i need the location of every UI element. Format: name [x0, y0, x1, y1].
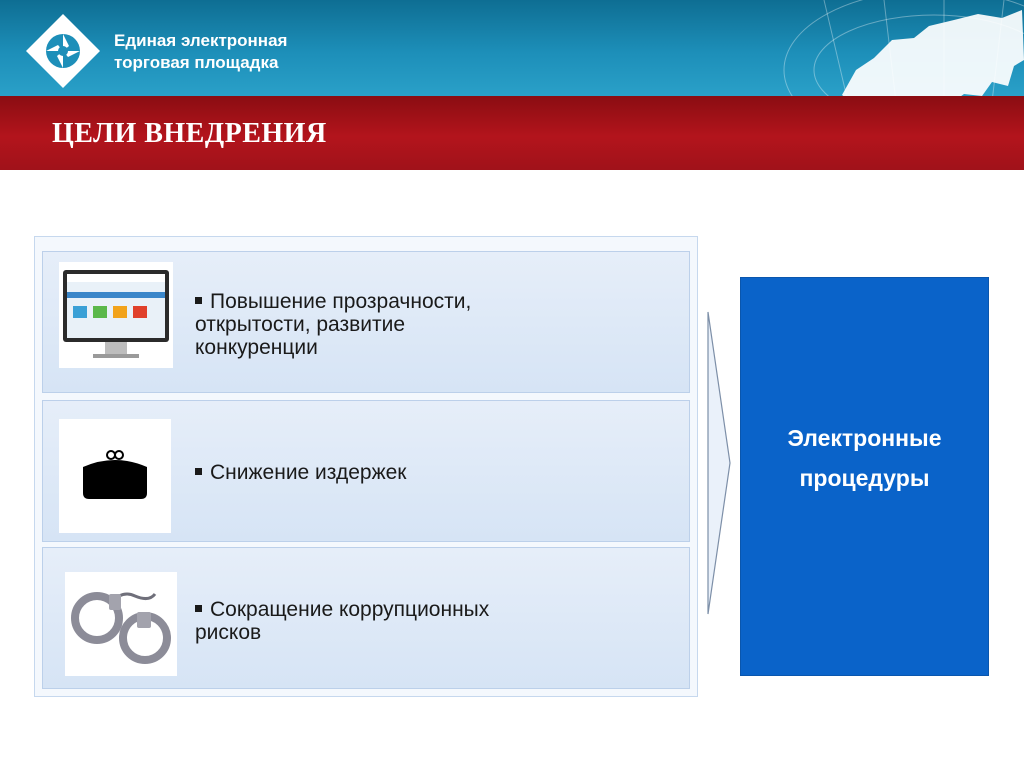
brand-line-1: Единая электронная [114, 31, 288, 50]
goal-line: Снижение издержек [210, 461, 407, 484]
russia-map-icon [764, 0, 1024, 96]
goal-line: Сокращение коррупционных [210, 598, 490, 621]
target-line-1: Электронные [787, 425, 942, 451]
page-title: ЦЕЛИ ВНЕДРЕНИЯ [52, 118, 327, 149]
bullet-icon [195, 297, 202, 304]
header-banner [0, 0, 1024, 96]
bullet-icon [195, 468, 202, 475]
goal-item-transparency [42, 251, 690, 393]
goal-text [195, 598, 489, 644]
bullet-icon [195, 605, 202, 612]
target-text [741, 418, 988, 498]
goal-line: открытости, развитие [195, 313, 406, 336]
target-line-2: процедуры [799, 465, 930, 491]
etp-logo-icon [24, 12, 102, 90]
goal-line: Повышение прозрачности, [210, 290, 472, 313]
goal-item-corruption [42, 547, 690, 689]
target-box [741, 278, 988, 675]
goal-item-costs [42, 400, 690, 542]
purse-icon [59, 419, 171, 533]
goal-line: рисков [195, 621, 262, 644]
brand-line-2: торговая площадка [114, 53, 279, 72]
goal-line: конкуренции [195, 336, 318, 359]
goal-text [195, 461, 407, 484]
brand-name [114, 30, 287, 74]
arrow-right-icon [706, 310, 732, 616]
goal-text [195, 290, 471, 359]
handcuffs-icon [65, 572, 177, 676]
monitor-icon [59, 262, 173, 368]
